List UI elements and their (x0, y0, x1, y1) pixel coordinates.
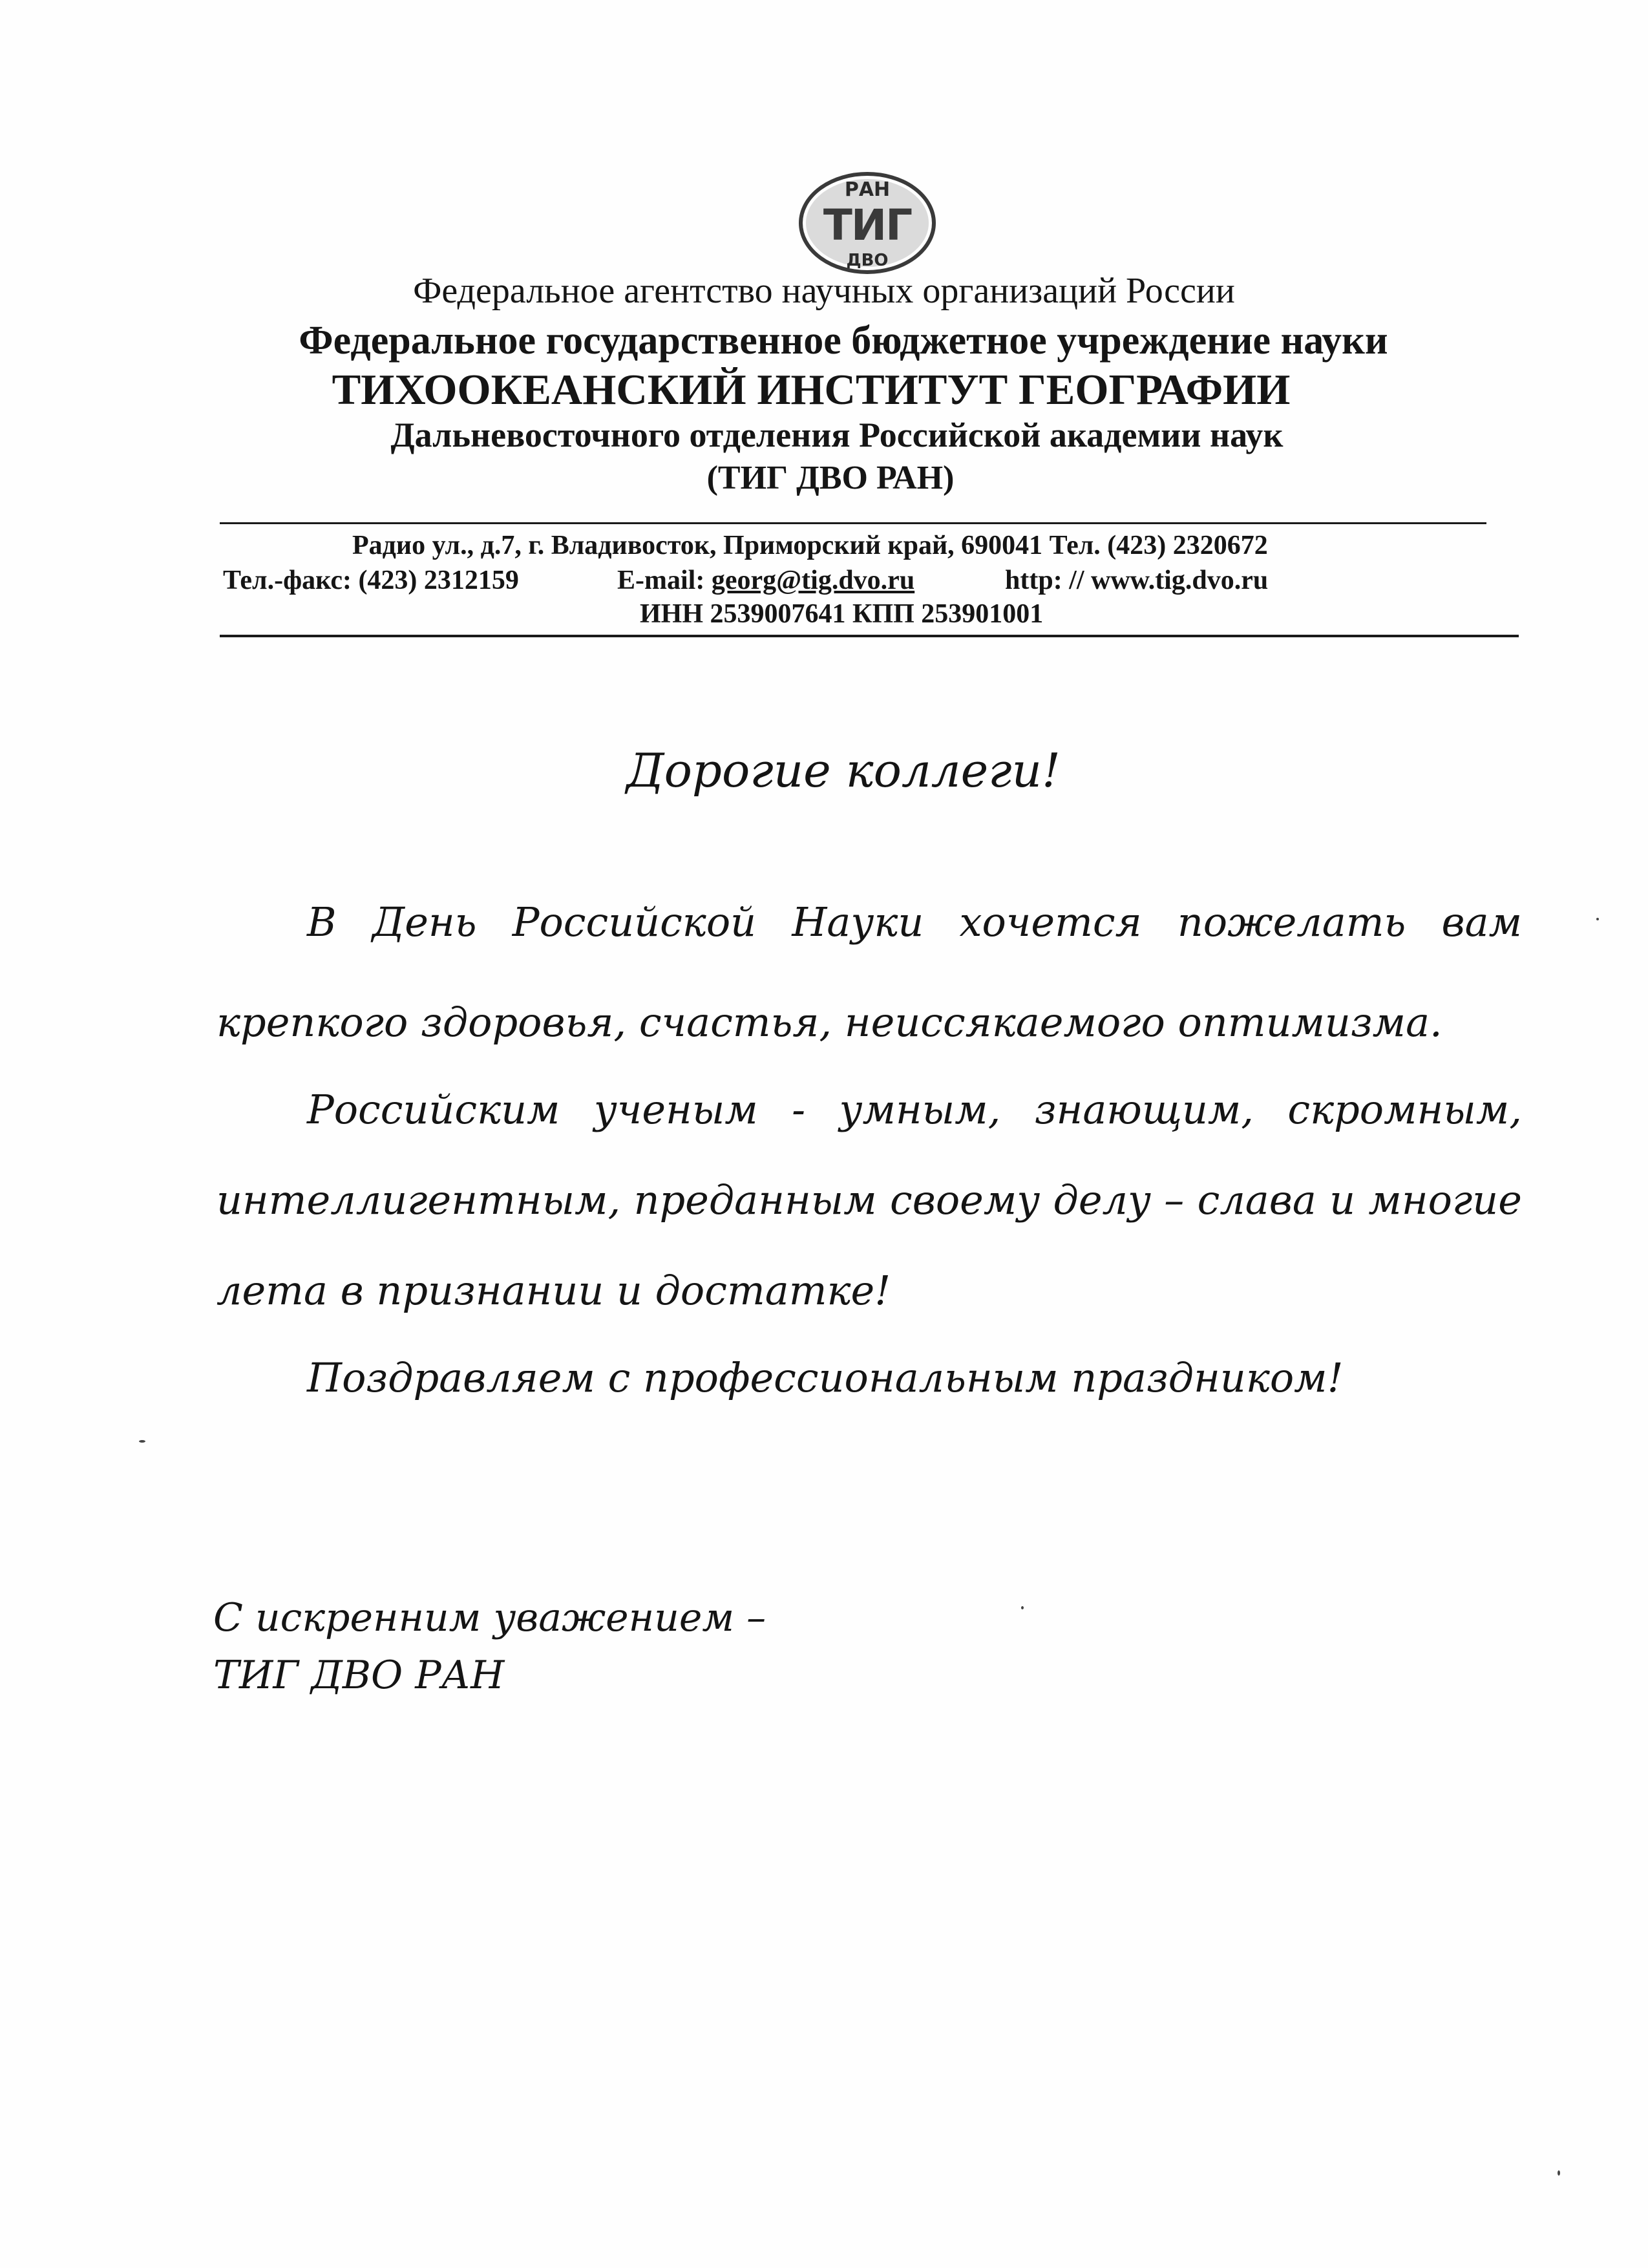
word: знающим, (1034, 1086, 1254, 1133)
institute-abbreviation: (ТИГ ДВО РАН) (706, 460, 955, 496)
scan-speck (1021, 1606, 1024, 1609)
letter-line-2: крепкого здоровья, счастья, неиссякаемого оптимизма. (217, 999, 1442, 1046)
agency-name: Федеральное агентство научных организаций России (413, 271, 1235, 311)
word: В (307, 898, 337, 946)
word: делу (1053, 1176, 1151, 1224)
tax-ids: ИНН 2539007641 КПП 253901001 (640, 599, 1044, 629)
word: ученым (593, 1086, 758, 1133)
word: слава (1197, 1176, 1316, 1224)
word: Российским (307, 1086, 560, 1133)
scan-speck (139, 1440, 145, 1443)
website-link[interactable]: http: // www.tig.dvo.ru (1005, 566, 1269, 595)
word: вам (1441, 898, 1522, 946)
word: преданным (633, 1176, 877, 1224)
closing-signature: ТИГ ДВО РАН (213, 1653, 505, 1698)
word: День (372, 898, 477, 946)
letter-line-3 (307, 1086, 1522, 1133)
greeting: Дорогие коллеги! (626, 743, 1061, 798)
letter-line-6: Поздравляем с профессиональным праздником! (307, 1354, 1344, 1401)
branch-name: Дальневосточного отделения Российской академии наук (390, 416, 1284, 454)
letter-line-4 (217, 1176, 1522, 1224)
institute-name: ТИХООКЕАНСКИЙ ИНСТИТУТ ГЕОГРАФИИ (332, 366, 1291, 414)
logo-middle-text: ТИГ (823, 200, 912, 250)
email-label: E-mail: (617, 566, 712, 595)
institute-logo (798, 171, 937, 275)
institution-type: Федеральное государственное бюджетное учреждение науки (299, 319, 1388, 363)
email-link[interactable]: georg@tig.dvo.ru (711, 566, 915, 595)
header-divider-bottom (220, 635, 1519, 637)
email-block (617, 565, 914, 596)
word: – (1164, 1176, 1185, 1224)
letter-line-5: лета в признании и достатке! (217, 1267, 891, 1314)
word: Науки (792, 898, 924, 946)
word: своему (890, 1176, 1041, 1224)
word: и (1329, 1176, 1356, 1224)
word: хочется (959, 898, 1142, 946)
word: пожелать (1177, 898, 1406, 946)
scan-speck (1558, 2170, 1560, 2176)
letter-line-1 (307, 898, 1522, 946)
logo-top-text: РАН (844, 178, 891, 201)
word: - (792, 1086, 806, 1133)
word: скромным, (1287, 1086, 1522, 1133)
word: интеллигентным, (217, 1176, 621, 1224)
word: умным, (839, 1086, 1001, 1133)
header-divider-top (220, 522, 1486, 524)
closing-regards: С искренним уважением – (213, 1595, 766, 1640)
logo-bottom-text: ДВО (846, 251, 889, 270)
address-line: Радио ул., д.7, г. Владивосток, Приморский край, 690041 Тел. (423) 2320672 (352, 531, 1268, 560)
word: многие (1368, 1176, 1522, 1224)
fax-number: Тел.-факс: (423) 2312159 (223, 566, 519, 595)
scan-speck (1596, 918, 1599, 920)
word: Российской (512, 898, 757, 946)
